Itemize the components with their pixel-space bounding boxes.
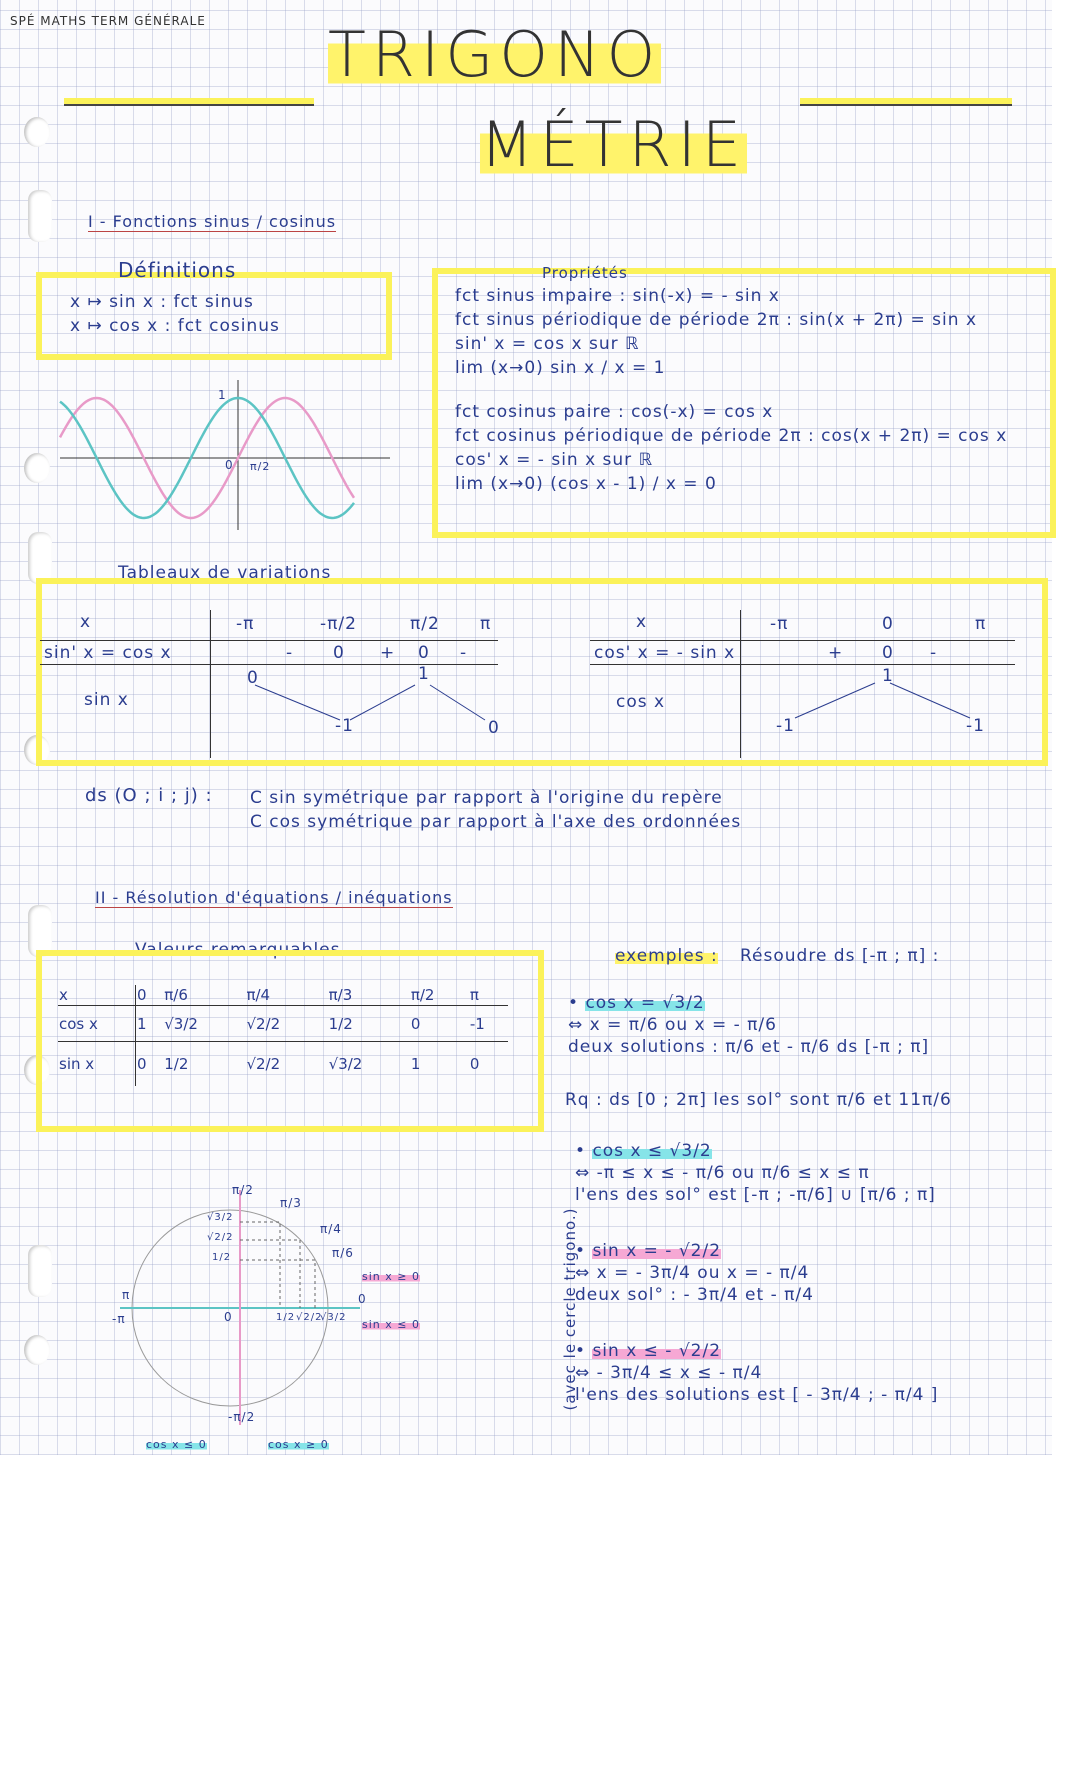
circle-label: √2/2	[296, 1312, 323, 1323]
section-1-title: I - Fonctions sinus / cosinus	[88, 212, 337, 231]
table1-x-label: x	[80, 612, 92, 632]
table-header: π/6	[164, 986, 188, 1004]
definitions-title: Définitions	[118, 258, 237, 282]
table-cell: 1/2	[328, 1014, 353, 1033]
property-item: lim (x→0) sin x / x = 1	[455, 358, 666, 378]
table2-derivative-label: cos' x = - sin x	[594, 643, 736, 663]
variations-title: Tableaux de variations	[118, 563, 332, 583]
circle-label: 1/2	[276, 1312, 296, 1323]
table1-function-label: sin x	[84, 690, 129, 710]
table-header: π/3	[328, 986, 353, 1004]
remarkable-values-table	[58, 985, 508, 1086]
table-cell: 1	[410, 1054, 421, 1073]
page-title-1: TRIGONO	[328, 18, 662, 91]
table-cell: -1	[469, 1014, 485, 1033]
table1-value: 1	[418, 664, 430, 684]
property-item: fct cosinus périodique de période 2π : cos(x + 2π) = cos x	[455, 426, 1008, 446]
binder-hole	[24, 453, 50, 483]
property-item: fct sinus périodique de période 2π : sin(x + 2π) = sin x	[455, 310, 978, 330]
table-row-label: cos x	[58, 1006, 136, 1042]
table-header: x	[58, 985, 136, 1006]
circle-label: 0	[224, 1310, 233, 1324]
circle-label: -π/2	[228, 1410, 256, 1424]
circle-label: π/2	[232, 1183, 254, 1197]
binder-hole	[24, 117, 50, 147]
property-item: lim (x→0) (cos x - 1) / x = 0	[455, 474, 717, 494]
circle-label: √3/2	[207, 1212, 234, 1223]
example-1: • cos x = √3/2 ⇔ x = π/6 ou x = - π/6 deux solutions : π/6 et - π/6 ds [-π ; π]	[568, 993, 930, 1057]
graph-origin-label: 0	[225, 458, 234, 472]
graph-y-label: 1	[218, 388, 227, 402]
table-cell: 1/2	[164, 1054, 189, 1073]
circle-label: 0	[358, 1292, 367, 1306]
properties-title: Propriétés	[542, 264, 628, 282]
property-item: fct cosinus paire : cos(-x) = cos x	[455, 402, 774, 422]
table-header: π/2	[410, 986, 435, 1004]
binder-hole	[28, 532, 52, 584]
binder-hole	[24, 1335, 50, 1365]
table-cell: √3/2	[328, 1054, 363, 1073]
cos-negative-label: cos x ≤ 0	[146, 1438, 207, 1451]
symmetry-sin: C sin symétrique par rapport à l'origine du repère	[250, 788, 723, 808]
table-cell: 0	[137, 1054, 147, 1073]
table-row-label: sin x	[58, 1042, 136, 1086]
subject-label: SPÉ MATHS TERM GÉNÉRALE	[10, 14, 206, 28]
table2-sign: 0	[882, 643, 894, 663]
table-cell: 1	[137, 1014, 147, 1033]
page-title-2: MÉTRIE	[480, 108, 748, 181]
property-item: fct sinus impaire : sin(-x) = - sin x	[455, 286, 780, 306]
table2-value: -1	[776, 716, 795, 736]
table1-value: 0	[488, 718, 500, 738]
table-cell: √3/2	[164, 1014, 198, 1033]
symmetry-intro: ds (O ; i ; j) :	[85, 785, 213, 806]
sin-negative-label: sin x ≤ 0	[362, 1318, 420, 1331]
example-remark: Rq : ds [0 ; 2π] les sol° sont π/6 et 11π/6	[565, 1090, 952, 1110]
table-header: 0	[137, 986, 147, 1004]
circle-label: √3/2	[320, 1312, 347, 1323]
table-cell: 0	[469, 1054, 480, 1073]
examples-title: exemples :	[615, 946, 718, 966]
table1-value: 0	[247, 668, 259, 688]
table2-sign: -	[930, 643, 938, 663]
unit-circle	[110, 1180, 400, 1430]
table1-sign: -	[286, 643, 294, 663]
examples-task: Résoudre ds [-π ; π] :	[740, 946, 940, 966]
circle-label: 1/2	[212, 1252, 232, 1263]
circle-label: π/6	[332, 1246, 354, 1260]
table1-derivative-label: sin' x = cos x	[44, 643, 172, 663]
section-2-title: II - Résolution d'équations / inéquations	[95, 888, 453, 907]
table2-sign: +	[828, 643, 844, 663]
table-header: π/4	[246, 986, 271, 1004]
definition-item: x ↦ sin x : fct sinus	[70, 292, 254, 312]
circle-label: -π	[112, 1312, 126, 1326]
circle-label: π/4	[320, 1222, 342, 1236]
table1-x-value: π/2	[410, 614, 440, 634]
table2-value: 1	[882, 666, 894, 686]
circle-label: π	[122, 1288, 131, 1302]
table2-x-value: π	[975, 614, 987, 634]
table1-sign: 0	[333, 643, 345, 663]
table2-value: -1	[966, 716, 985, 736]
table2-x-label: x	[636, 612, 648, 632]
table1-x-value: π	[480, 614, 492, 634]
table-header: π	[469, 986, 479, 1004]
table2-x-value: 0	[882, 614, 894, 634]
example-3: • sin x = - √2/2 ⇔ x = - 3π/4 ou x = - π/4 deux sol° : - 3π/4 et - π/4	[575, 1241, 814, 1305]
definition-item: x ↦ cos x : fct cosinus	[70, 316, 280, 336]
table1-x-value: -π/2	[320, 614, 357, 634]
side-note: (avec le cercle trigono.)	[561, 1207, 579, 1411]
table1-sign: +	[380, 643, 396, 663]
table2-function-label: cos x	[616, 692, 666, 712]
binder-hole	[28, 1245, 52, 1297]
table1-x-value: -π	[236, 614, 255, 634]
table2-x-value: -π	[770, 614, 789, 634]
sin-positive-label: sin x ≥ 0	[362, 1270, 420, 1283]
cos-positive-label: cos x ≥ 0	[268, 1438, 329, 1451]
graph-x-label: π/2	[250, 460, 271, 473]
binder-hole	[28, 190, 52, 242]
example-4: • sin x ≤ - √2/2 ⇔ - 3π/4 ≤ x ≤ - π/4 l'ens des solutions est [ - 3π/4 ; - π/4 ]	[575, 1341, 939, 1405]
property-item: cos' x = - sin x sur ℝ	[455, 450, 654, 470]
variations-box	[36, 578, 1048, 766]
table1-value: -1	[335, 716, 354, 736]
table-cell: √2/2	[246, 1054, 281, 1073]
values-title: Valeurs remarquables	[135, 940, 341, 960]
circle-label: π/3	[280, 1196, 302, 1210]
circle-label: √2/2	[207, 1232, 234, 1243]
table1-sign: -	[460, 643, 468, 663]
table-cell: √2/2	[246, 1014, 281, 1033]
property-item: sin' x = cos x sur ℝ	[455, 334, 640, 354]
symmetry-cos: C cos symétrique par rapport à l'axe des ordonnées	[250, 812, 742, 832]
example-2: • cos x ≤ √3/2 ⇔ -π ≤ x ≤ - π/6 ou π/6 ≤ x ≤ π l'ens des sol° est [-π ; -π/6] ∪ [π/6 ; π]	[575, 1141, 936, 1205]
table1-arrows	[250, 680, 500, 730]
table-cell: 0	[410, 1014, 421, 1033]
title-rule	[800, 98, 1012, 106]
title-rule	[64, 98, 314, 106]
table2-arrows	[790, 678, 990, 728]
table1-sign: 0	[418, 643, 430, 663]
